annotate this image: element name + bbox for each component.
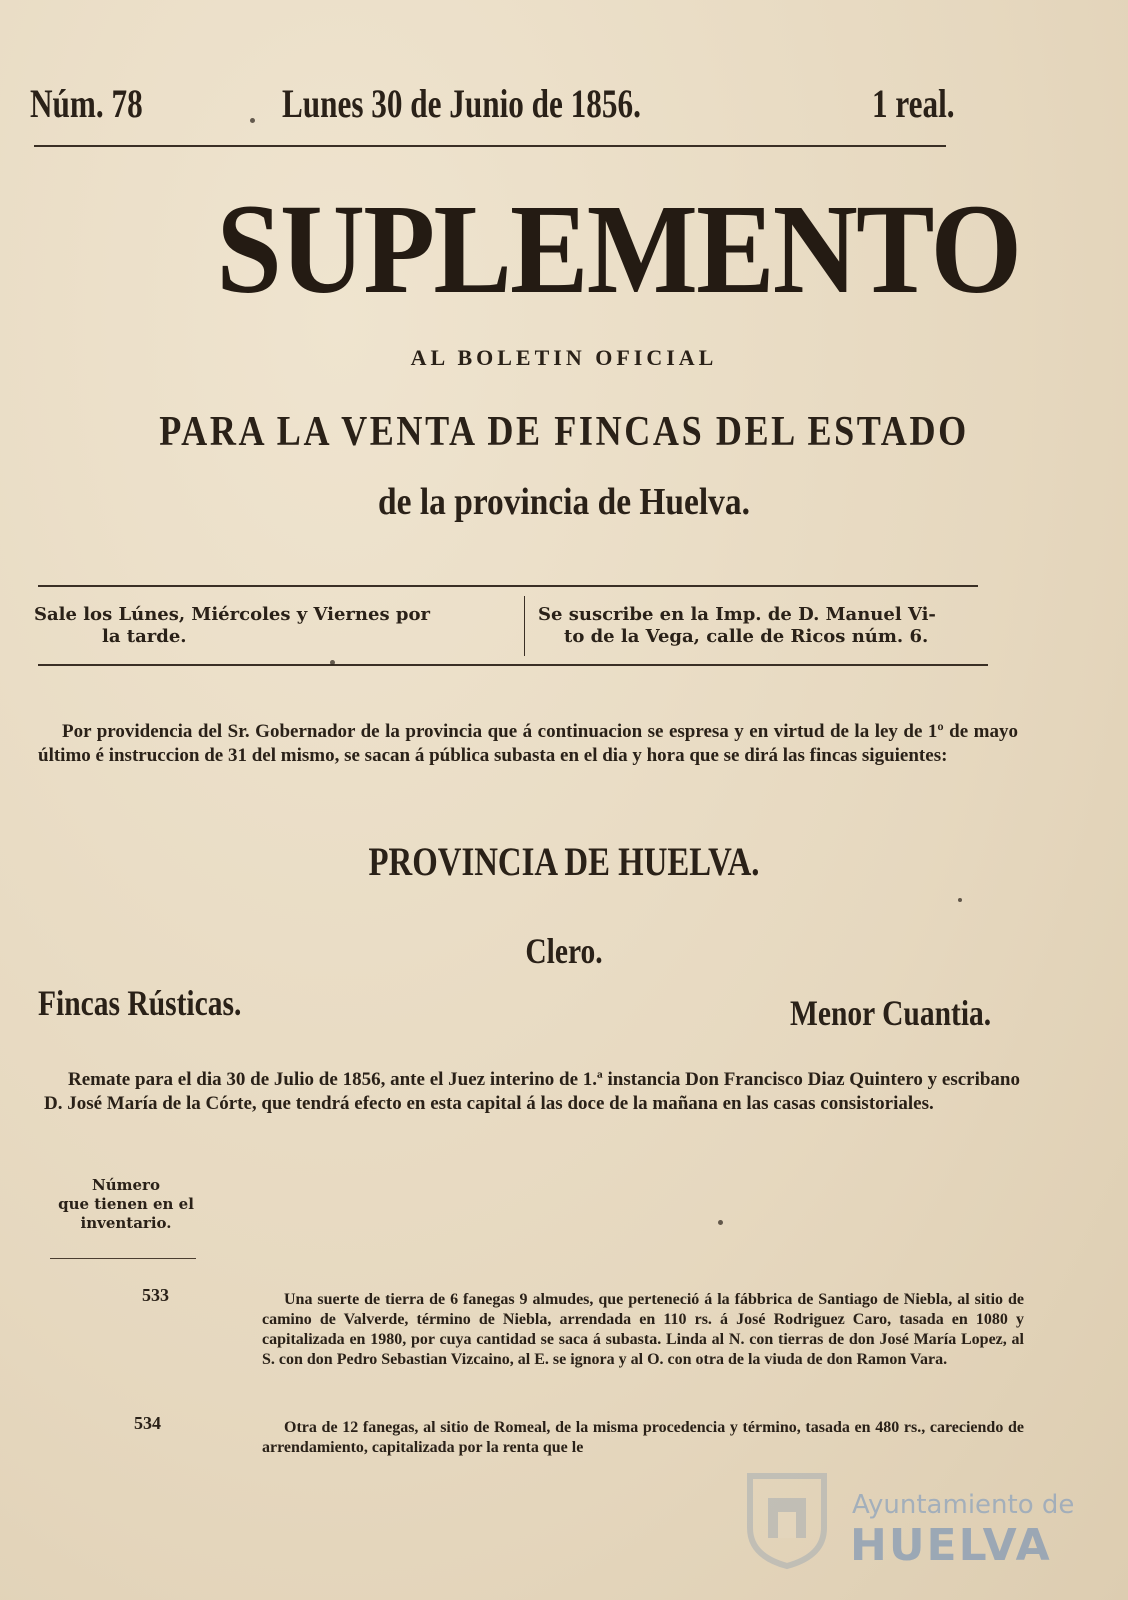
subtitle-provincia: de la provincia de Huelva. xyxy=(378,481,750,523)
issue-price: 1 real. xyxy=(872,81,955,126)
column-header-line-3: inventario. xyxy=(80,1214,172,1232)
ink-speck xyxy=(958,898,962,902)
publication-schedule xyxy=(34,604,518,648)
info-column-divider xyxy=(524,596,525,656)
entry-text: Una suerte de tierra de 6 fanegas 9 almudes, que perteneció á la fábbrica de Santiago de Niebla, al sitio de camino de Valverde, término de Niebla, arrendada en 110 rs. á José Rodriguez Caro, tasada en 1080 y capitalizada en 1980, por cuya cantidad se saca á subasta. Linda al N. con tierras de don José María Lopez, al S. con don Pedro Sebastian Vizcaino, al E. se ignora y al O. con otra de la viuda de don Ramon Vara. xyxy=(262,1291,1024,1368)
subtitle-boletin: AL BOLETIN OFICIAL xyxy=(410,345,718,370)
watermark-line-1: Ayuntamiento de xyxy=(852,1490,1075,1520)
subscription-line-2: to de la Vega, calle de Ricos núm. 6. xyxy=(564,626,929,647)
subscription-info xyxy=(538,604,1034,648)
province-heading: PROVINCIA DE HUELVA. xyxy=(368,839,760,884)
entry-text: Otra de 12 fanegas, al sitio de Romeal, de la misma procedencia y término, tasada en 480 rs., careciendo de arrendamiento, capitalizada por la renta que le xyxy=(262,1419,1024,1456)
entry-number: 533 xyxy=(142,1285,169,1305)
amount-class-heading: Menor Cuantia. xyxy=(790,993,992,1033)
auction-text: Remate para el dia 30 de Julio de 1856, ante el Juez interino de 1.ª instancia Don Francisco Diaz Quintero y escribano D. José María de la Córte, que tendrá efecto en esta capital á las doce de la mañana en las casas consistoriales. xyxy=(44,1069,1020,1114)
info-top-rule xyxy=(38,585,978,587)
ink-speck xyxy=(250,118,255,123)
schedule-line-2: la tarde. xyxy=(102,626,187,647)
info-bottom-rule xyxy=(38,664,988,666)
entry-number: 534 xyxy=(134,1413,161,1433)
masthead-rule xyxy=(34,145,946,147)
intro-paragraph xyxy=(38,720,1018,768)
column-header-line-2: que tienen en el xyxy=(58,1195,194,1213)
intro-text: Por providencia del Sr. Gobernador de la provincia que á continuacion se espresa y en virtud de la ley de 1º de mayo último é instruccion de 31 del mismo, se sacan á pública subasta en el dia y hora que se dirá las fincas siguientes: xyxy=(38,721,1018,766)
inventory-column-header xyxy=(46,1176,206,1233)
entry-description xyxy=(262,1290,1024,1370)
watermark-line-2: HUELVA xyxy=(850,1520,1052,1571)
property-type-heading: Fincas Rústicas. xyxy=(38,983,242,1023)
city-shield-icon xyxy=(744,1470,830,1570)
subtitle-venta-fincas: PARA LA VENTA DE FINCAS DEL ESTADO xyxy=(159,409,969,455)
ink-speck xyxy=(330,660,335,665)
subscription-line-1: Se suscribe en la Imp. de D. Manuel Vi- xyxy=(538,604,936,625)
schedule-line-1: Sale los Lúnes, Miércoles y Viernes por xyxy=(34,604,430,625)
issue-number: Núm. 78 xyxy=(30,81,143,126)
category-heading: Clero. xyxy=(525,931,603,971)
issue-date: Lunes 30 de Junio de 1856. xyxy=(282,81,641,126)
column-header-rule xyxy=(50,1258,196,1259)
ink-speck xyxy=(718,1220,723,1225)
column-header-line-1: Número xyxy=(92,1176,160,1194)
auction-paragraph xyxy=(44,1068,1020,1116)
page-title: SUPLEMENTO xyxy=(216,178,1021,320)
entry-description xyxy=(262,1418,1024,1458)
